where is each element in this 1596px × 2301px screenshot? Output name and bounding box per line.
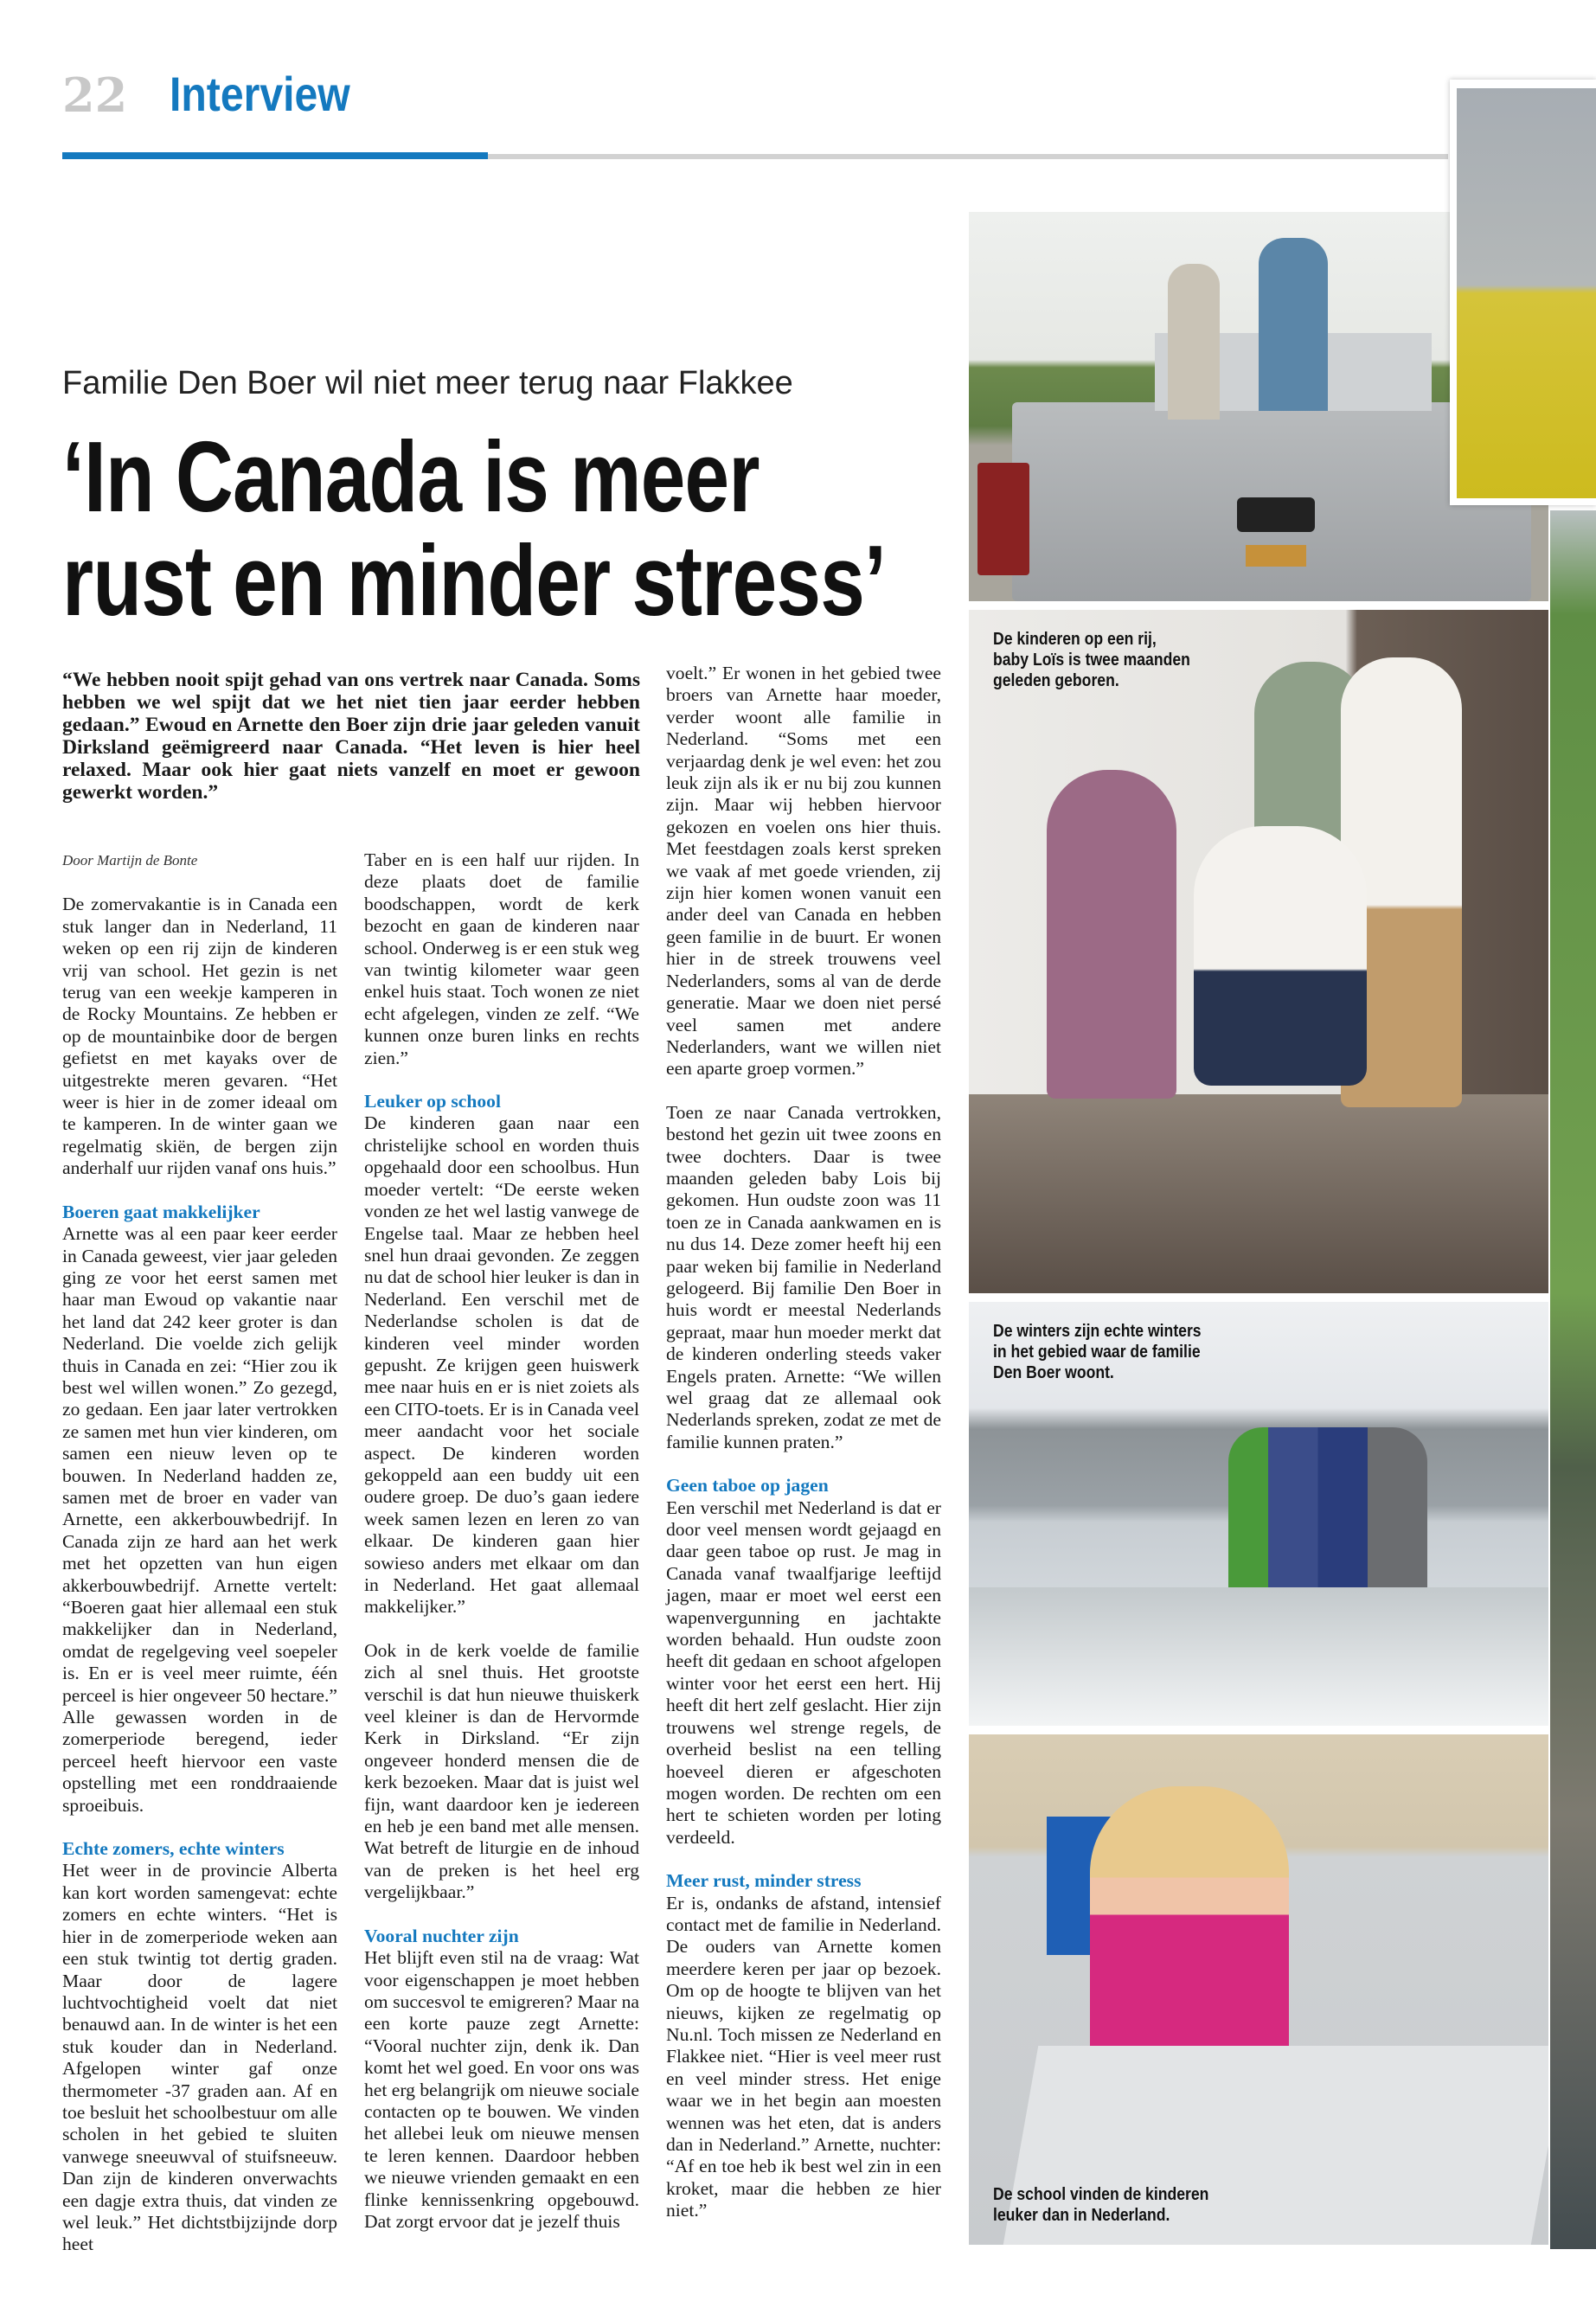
body-paragraph: Arnette was al een paar keer eerder in Canada geweest, vier jaar geleden ging ze voor het eerst samen met haar man Ewoud op vakantie naar het land dat 242 keer groter is dan Nederland. Die voelde zich gelijk thuis in Canada en zei: “Hier zou ik best wel willen wonen.” Zo gezegd, zo gedaan. Een jaar later vertrokken ze samen met hun vier kinderen, om samen een nieuw leven op te bouwen. In Nederland hadden ze, samen met de broer en vader van Arnette, een akkerbouwbedrijf. In Canada zijn ze hard aan het werk met het opzetten van hun eigen akkerbouwbedrijf. Arnette vertelt: “Boeren gaat hier allemaal een stuk makkelijker dan in Nederland, omdat de regelgeving veel soepeler is. En er is veel meer ruimte, één perceel is hier ongeveer 50 hectare.” Alle gewassen worden in de zomerperiode beregend, ieder perceel heeft hiervoor een vaste opstelling met een ronddraaiende sproeibuis. [62, 1223, 337, 1816]
caption-line: Den Boer woont. [993, 1363, 1114, 1382]
header-rule-accent [62, 152, 488, 159]
headline-line-1: ‘In Canada is meer [62, 420, 760, 533]
subheading: Vooral nuchter zijn [364, 1925, 519, 1946]
photo-side-strip [1550, 510, 1596, 2249]
caption-winter [993, 1321, 1202, 1383]
body-paragraph: Ook in de kerk voelde de familie zich al snel thuis. Het grootste verschil is dat hun nieuwe thuiskerk veel kleiner is dan de Hervormde Kerk in Dirksland. “Er zijn ongeveer honderd mensen die de kerk bezoeken. Maar dat is juist wel fijn, want daardoor ken je iedereen en heb je een band met alle mensen. Wat betreft de liturgie en de inhoud van de preken is het heel erg vergelijkbaar.” [364, 1639, 639, 1903]
caption-line: baby Loïs is twee maanden [993, 651, 1190, 670]
subheading: Boeren gaat makkelijker [62, 1201, 260, 1222]
article-column-3 [666, 663, 941, 2222]
body-paragraph: Een verschil met Nederland is dat er door veel mensen wordt gejaagd en daar geen taboe op rust. Je mag in Canada vanaf twaalfjarige leeftijd jagen, maar er moet wel eerst een wapenvergunning en jachtakte worden behaald. Hun oudste zoon heeft dit gedaan en schoot afgelopen winter voor het eerst een hert. Hij heeft dit hert zelf geslacht. Hier zijn trouwens wel strenge regels, de overheid beslist na een telling hoeveel dieren er afgeschoten mogen worden. De rechten om een hert te schieten worden per loting verdeeld. [666, 1497, 941, 1848]
subheading: Echte zomers, echte winters [62, 1838, 285, 1860]
body-paragraph: voelt.” Er wonen in het gebied twee broers van Arnette haar moeder, verder woont alle familie in Nederland. “Soms met een verjaardag denk je wel even: het zou leuk zijn als ik er nu bij zou kunnen zijn. Maar wij hebben hiervoor gekozen en voelen ons hier thuis. Met feestdagen zoals kerst spreken we vaak af met goede vrienden, zij zijn hier komen wonen vanuit een ander deel van Canada en hebben geen familie in de buurt. Er wonen hier in de streek trouwens veel Nederlanders, soms al van de derde generatie. Maar we doen niet persé veel samen met andere Nederlanders, want we willen niet een aparte groep vormen.” [666, 663, 941, 1080]
subheading: Meer rust, minder stress [666, 1870, 862, 1892]
caption-line: De school vinden de kinderen [993, 2185, 1209, 2204]
caption-line: De winters zijn echte winters [993, 1322, 1202, 1341]
article-column-1 [62, 849, 337, 2256]
kicker: Familie Den Boer wil niet meer terug naar Flakkee [62, 365, 793, 401]
body-paragraph: Taber en is een half uur rijden. In deze plaats doet de familie boodschappen, wordt de kerk bezocht en gaan de kinderen naar school. Onderweg is er een stuk weg van twintig kilometer waar geen enkel huis staat. Toch wonen ze niet echt afgelegen, vinden ze zelf. “We kunnen onze buren links en rechts zien.” [364, 849, 639, 1068]
caption-line: leuker dan in Nederland. [993, 2206, 1170, 2225]
caption-line: geleden geboren. [993, 671, 1119, 690]
photo-school [969, 1734, 1548, 2245]
section-title: Interview [170, 67, 350, 121]
photo-canola-field [1450, 80, 1596, 505]
subheading: Geen taboe op jagen [666, 1475, 829, 1497]
body-paragraph: Het weer in de provincie Alberta kan kort worden samengevat: echte zomers en echte winters. “Het is hier in de zomerperiode weken aan een stuk twintig tot dertig graden. Maar door de lagere luchtvochtigheid voelt dat niet benauwd aan. In de winter is het een stuk kouder dan in Nederland. Afgelopen winter gaf onze thermometer -37 graden aan. Af en toe besluit het schoolbestuur om alle scholen in het gebied te sluiten vanwege sneeuwval of stuifsneeuw. Dan zijn de kinderen onverwachts een dagje extra thuis, dat vinden ze wel leuk.” Het dichtstbijzijnde dorp heet [62, 1860, 337, 2255]
page-number: 22 [62, 67, 128, 123]
byline: Door Martijn de Bonte [62, 852, 198, 868]
article-column-2 [364, 849, 639, 2233]
subheading: Leuker op school [364, 1091, 501, 1112]
header-rule [488, 154, 1448, 159]
headline-line-2: rust en minder stress’ [62, 524, 886, 637]
body-paragraph: Het blijft even stil na de vraag: Wat voor eigenschappen je moet hebben om succesvol te emigreren? Maar na een korte pauze zegt Arnette: “Vooral nuchter zijn, denk ik. Dan komt het wel goed. En voor ons was het erg belangrijk om nieuwe sociale contacten op te bouwen. We vinden het allebei leuk om nieuwe mensen te leren kennen. Daardoor hebben we nieuwe vrienden gemaakt en een flinke kennissenkring opgebouwd. Dat zorgt ervoor dat je jezelf thuis [364, 1947, 640, 2232]
photo-family-children [969, 610, 1548, 1293]
body-paragraph: De kinderen gaan naar een christelijke school en worden thuis opgehaald door een schoolbus. Hun moeder vertelt: “De eerste weken vonden ze het wel lastig vanwege de Engelse taal. Maar ze hebben heel snel hun draai gevonden. Ze zeggen nu dat de school hier leuker is dan in Nederland. Een verschil met de Nederlandse scholen is dat de kinderen veel minder worden gepusht. Ze krijgen geen huiswerk mee naar huis en er is niet zoiets als een CITO-toets. Er is in Canada veel meer aandacht voor het sociale aspect. De kinderen worden gekoppeld aan een buddy uit een oudere groep. De duo’s gaan iedere week samen lezen en leren zo van elkaar. De kinderen gaan hier sowieso anders met elkaar om dan in Nederland. Het gaat allemaal makkelijker.” [364, 1112, 640, 1618]
body-paragraph: Er is, ondanks de afstand, intensief contact met de familie in Nederland. De ouders van Arnette komen meerdere keren per jaar op bezoek. Om op de hoogte te blijven van het nieuws, kijken ze regelmatig op Nu.nl. Toch missen ze Nederland en Flakkee niet. “Hier is veel meer rust en veel minder stress. Het enige waar we in het begin aan moesten wennen was het eten, dat is anders dan in Nederland.” Arnette, nuchter: “Af en toe heb ik best wel zin in een kroket, maar die hebben ze hier niet.” [666, 1892, 941, 2221]
caption-line: in het gebied waar de familie [993, 1343, 1201, 1362]
photo-winter-lake [969, 1302, 1548, 1726]
intro-paragraph: “We hebben nooit spijt gehad van ons vertrek naar Canada. Soms hebben we wel spijt dat we het niet tien jaar eerder hebben gedaan.” Ewoud en Arnette den Boer zijn drie jaar geleden vanuit Dirksland geëmigreerd naar Canada. “Het leven is hier heel relaxed. Maar ook hier gaat niets vanzelf en moet er gewoon gewerkt worden.” [62, 669, 640, 804]
caption-family [993, 629, 1190, 691]
caption-line: De kinderen op een rij, [993, 630, 1157, 649]
caption-school [993, 2184, 1208, 2226]
body-paragraph: Toen ze naar Canada vertrokken, bestond het gezin uit twee zoons en twee dochters. Daar is twee maanden geleden baby Lois bij gekomen. Hun oudste zoon was 11 toen ze in Canada aankwamen en is nu dus 14. Deze zomer heeft hij een paar weken bij familie in Nederland gelogeerd. Bij familie Den Boer in huis wordt er meestal Nederlands gepraat, maar hun moeder merkt dat de kinderen onderling steeds vaker Engels praten. Arnette: “We willen wel graag dat ze allemaal ook Nederlands spreken, zodat ze met de familie kunnen praten.” [666, 1101, 941, 1452]
body-paragraph: De zomervakantie is in Canada een stuk langer dan in Nederland, 11 weken op een rij zijn de kinderen vrij van school. Het gezin is net terug van een weekje kamperen in de Rocky Mountains. Ze hebben er op de mountainbike door de bergen gefietst en met kayaks over de uitgestrekte meren gevaren. “Het weer is hier in de zomer ideaal om te kamperen. In de winter gaan we regelmatig skiën, de bergen zijn anderhalf uur rijden vanaf ons huis.” [62, 894, 337, 1179]
